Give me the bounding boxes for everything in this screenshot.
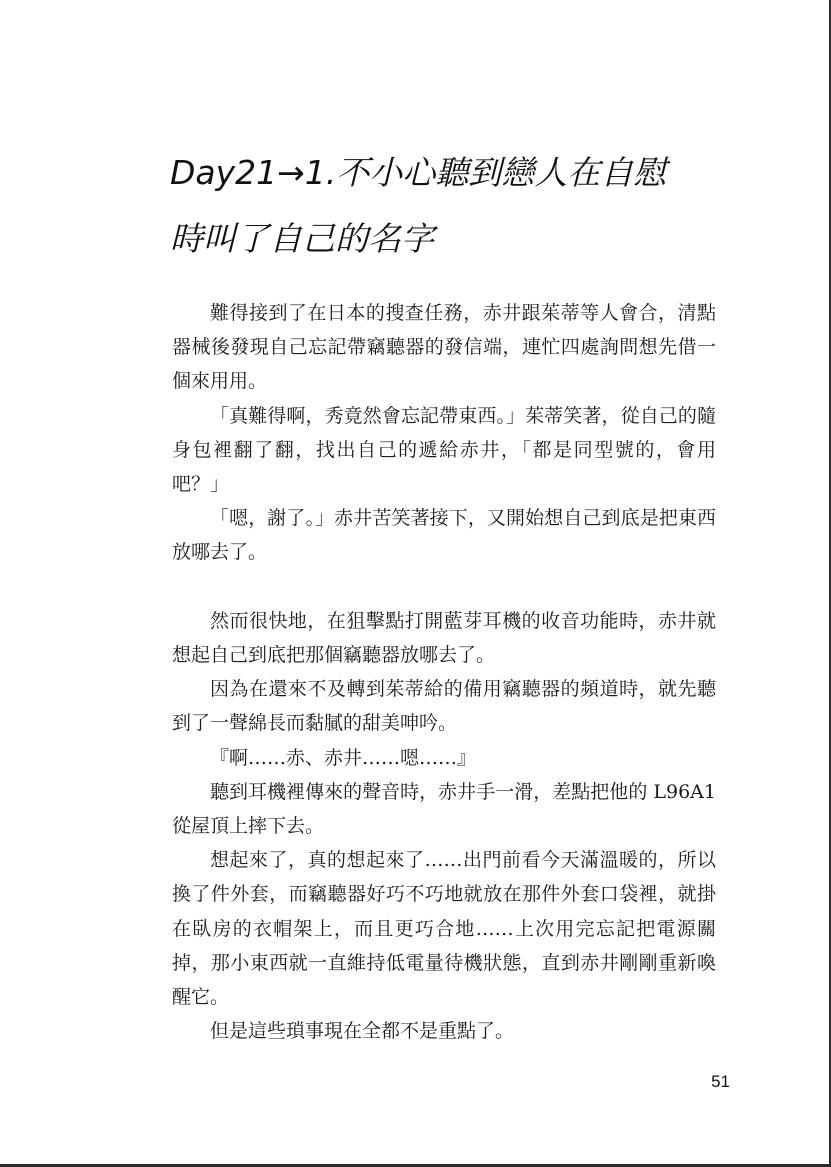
chapter-title-line-1: Day21→1.不小心聽到戀人在自慰	[170, 153, 667, 192]
paragraph: 「真難得啊，秀竟然會忘記帶東西。」茱蒂笑著，從自己的隨身包裡翻了翻，找出自己的遞給赤井，「都是同型號的，會用吧？」	[172, 404, 716, 496]
paragraph: 「嗯，謝了。」赤井苦笑著接下，又開始想自己到底是把東西放哪去了。	[172, 507, 716, 564]
chapter-title	[170, 140, 730, 272]
paragraph: 『啊……赤、赤井……嗯……』	[210, 746, 477, 769]
chapter-title-line-2: 時叫了自己的名字	[170, 219, 434, 258]
paragraph: 但是這些瑣事現在全都不是重點了。	[210, 1020, 515, 1043]
chapter-body	[172, 296, 716, 1048]
section-break	[172, 570, 716, 604]
paragraph: 因為在還來不及轉到茱蒂給的備用竊聽器的頻道時，就先聽到了一聲綿長而黏膩的甜美呻吟。	[172, 678, 716, 735]
paragraph: 然而很快地，在狙擊點打開藍芽耳機的收音功能時，赤井就想起自己到底把那個竊聽器放哪去了。	[172, 609, 716, 667]
paragraph: 聽到耳機裡傳來的聲音時，赤井手一滑，差點把他的 L96A1 從屋頂上摔下去。	[172, 780, 716, 838]
paragraph: 想起來了，真的想起來了……出門前看今天滿溫暖的，所以換了件外套，而竊聽器好巧不巧地就放在那件外套口袋裡，就掛在臥房的衣帽架上，而且更巧合地……上次用完忘記把電源關掉，那小東西就一直維持低電量待機狀態，直到赤井剛剛重新喚醒它。	[172, 849, 716, 1009]
paragraph: 難得接到了在日本的搜查任務，赤井跟茱蒂等人會合，清點器械後發現自己忘記帶竊聽器的發信端，連忙四處詢問想先借一個來用用。	[172, 302, 716, 393]
page-number: 51	[711, 1072, 730, 1091]
